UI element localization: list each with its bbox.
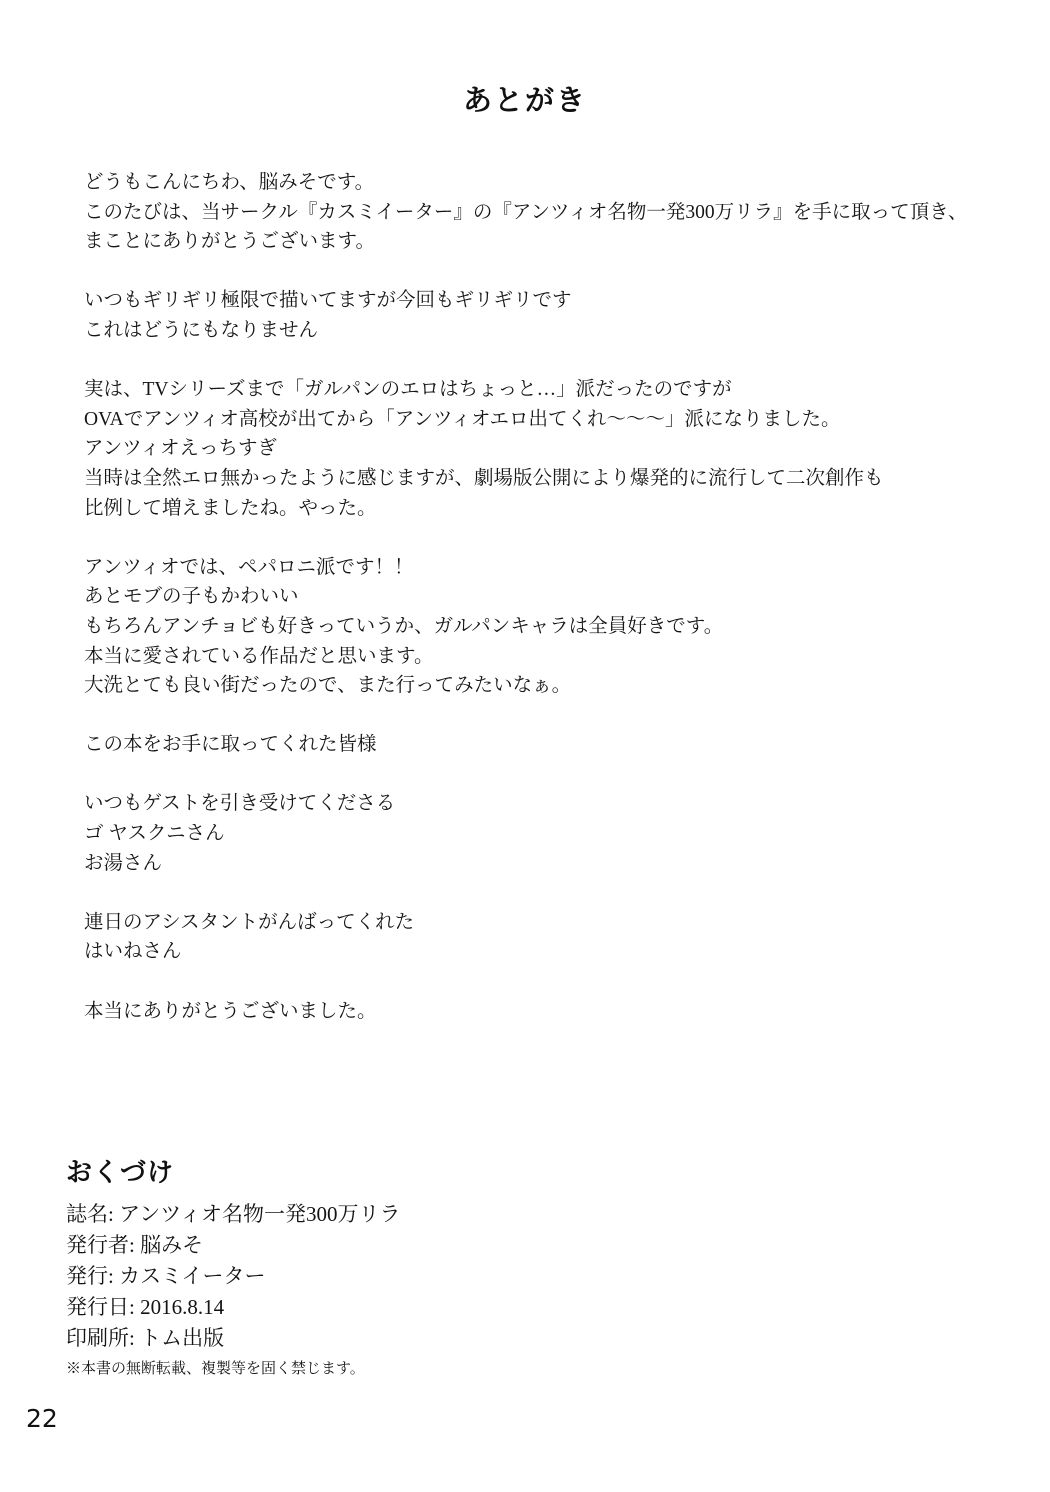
text-line: 本当にありがとうございました。 — [84, 1000, 377, 1022]
text-line: ゴ ヤスクニさん — [84, 823, 225, 845]
colophon-heading: おくづけ — [66, 1158, 175, 1188]
text-line: アンツィオえっちすぎ — [84, 438, 278, 460]
colophon-date-line: 発行日: 2016.8.14 — [66, 1295, 225, 1319]
text-line: いつもギリギリ極限で描いてますが今回もギリギリです — [84, 290, 572, 312]
paragraph — [84, 730, 914, 760]
text-line: あとモブの子もかわいい — [84, 586, 299, 608]
colophon-printer-line: 印刷所: トム出版 — [66, 1326, 225, 1350]
paragraph — [84, 789, 914, 878]
afterword-body — [84, 168, 968, 1026]
paragraph — [84, 997, 914, 1027]
paragraph — [84, 375, 914, 523]
colophon-publisher-line: 発行: カスミイーター — [66, 1264, 266, 1288]
colophon-title-line: 誌名: アンツィオ名物一発300万リラ — [66, 1202, 401, 1226]
text-line: どうもこんにちわ、脳みそです。 — [84, 172, 375, 193]
paragraph — [84, 908, 914, 967]
text-line: これはどうにもなりません — [84, 319, 319, 341]
text-line: この本をお手に取ってくれた皆様 — [84, 734, 377, 756]
colophon-block — [66, 1152, 766, 1382]
text-line: 連日のアシスタントがんばってくれた — [84, 911, 415, 933]
text-line: 大洗とても良い街だったので、また行ってみたいなぁ。 — [84, 675, 572, 697]
text-line: 本当に愛されている作品だと思います。 — [84, 645, 434, 667]
colophon-author-line: 発行者: 脳みそ — [66, 1233, 204, 1257]
text-line: お湯さん — [84, 852, 163, 874]
text-line: 比例して増えましたね。やった。 — [84, 497, 377, 519]
paragraph — [84, 168, 968, 257]
text-line: まことにありがとうございます。 — [84, 231, 375, 253]
text-line: はいねさん — [84, 941, 182, 963]
page-number: 22 — [26, 1404, 58, 1433]
text-line: このたびは、当サークル『カスミイーター』の『アンツィオ名物一発300万リラ』を手に取って頂き、 — [84, 201, 968, 223]
text-line: もちろんアンチョビも好きっていうか、ガルパンキャラは全員好きです。 — [84, 615, 724, 637]
text-line: アンツィオでは、ペパロニ派です！！ — [84, 556, 414, 578]
text-line: 当時は全然エロ無かったように感じますが、劇場版公開により爆発的に流行して二次創作も — [84, 467, 884, 489]
text-line: いつもゲストを引き受けてくださる — [84, 793, 396, 815]
paragraph — [84, 553, 914, 701]
paragraph — [84, 286, 914, 345]
page-title: あとがき — [462, 83, 587, 117]
text-line: OVAでアンツィオ高校が出てから「アンツィオエロ出てくれ〜〜〜」派になりました。 — [84, 408, 841, 430]
colophon-copyright-note: ※本書の無断転載、複製等を固く禁じます。 — [66, 1361, 365, 1377]
text-line: 実は、TVシリーズまで「ガルパンのエロはちょっと…」派だったのですが — [84, 379, 732, 401]
